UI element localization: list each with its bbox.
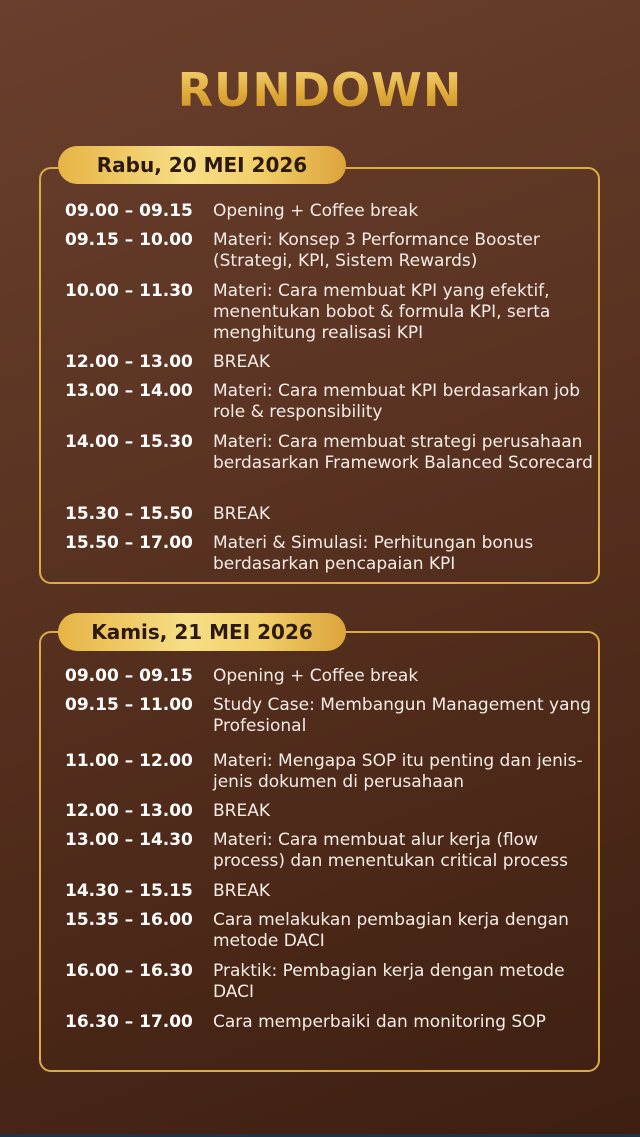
schedule-description: Study Case: Membangun Management yang Profesional — [213, 695, 592, 736]
page-title: RUNDOWN — [0, 62, 640, 118]
schedule-time: 12.00 – 13.00 — [65, 801, 193, 821]
schedule-description: Materi: Konsep 3 Performance Booster (Strategi, KPI, Sistem Rewards) — [213, 230, 540, 271]
schedule-description: Cara memperbaiki dan monitoring SOP — [213, 1012, 546, 1032]
schedule-description: Praktik: Pembagian kerja dengan metode DACI — [213, 961, 565, 1002]
schedule-time: 14.30 – 15.15 — [65, 881, 193, 901]
schedule-description: Opening + Coffee break — [213, 666, 419, 686]
schedule-description: BREAK — [213, 352, 270, 372]
schedule-description: Materi: Cara membuat KPI yang efektif, menentukan bobot & formula KPI, serta menghitung realisasi KPI — [213, 281, 551, 343]
schedule-description: Materi: Mengapa SOP itu penting dan jenis-jenis dokumen di perusahaan — [213, 751, 583, 792]
schedule-description: Materi: Cara membuat KPI berdasarkan job role & responsibility — [213, 381, 581, 422]
schedule-time: 11.00 – 12.00 — [65, 751, 193, 771]
schedule-description: BREAK — [213, 801, 270, 821]
schedule-time: 09.15 – 11.00 — [65, 695, 193, 715]
schedule-time: 12.00 – 13.00 — [65, 352, 193, 372]
schedule-description: BREAK — [213, 881, 270, 901]
schedule-description: Opening + Coffee break — [213, 201, 419, 221]
schedule-description: Materi: Cara membuat alur kerja (flow process) dan menentukan critical process — [213, 830, 569, 871]
schedule-description: Cara melakukan pembagian kerja dengan metode DACI — [213, 910, 569, 951]
schedule-time: 16.00 – 16.30 — [65, 961, 193, 981]
schedule-time: 10.00 – 11.30 — [65, 281, 193, 301]
schedule-time: 13.00 – 14.00 — [65, 381, 193, 401]
schedule-time: 09.00 – 09.15 — [65, 201, 193, 221]
schedule-time: 14.00 – 15.30 — [65, 432, 193, 452]
day-2-date-badge: Kamis, 21 MEI 2026 — [58, 613, 346, 651]
schedule-time: 13.00 – 14.30 — [65, 830, 193, 850]
schedule-description: Materi & Simulasi: Perhitungan bonus berdasarkan pencapaian KPI — [213, 533, 534, 574]
schedule-time: 09.15 – 10.00 — [65, 230, 193, 250]
day-1-date-badge: Rabu, 20 MEI 2026 — [58, 146, 346, 184]
schedule-time: 15.30 – 15.50 — [65, 504, 193, 524]
schedule-description: BREAK — [213, 504, 270, 524]
schedule-time: 15.50 – 17.00 — [65, 533, 193, 553]
schedule-description: Materi: Cara membuat strategi perusahaan berdasarkan Framework Balanced Scorecard — [213, 432, 593, 473]
schedule-time: 09.00 – 09.15 — [65, 666, 193, 686]
schedule-time: 15.35 – 16.00 — [65, 910, 193, 930]
schedule-time: 16.30 – 17.00 — [65, 1012, 193, 1032]
